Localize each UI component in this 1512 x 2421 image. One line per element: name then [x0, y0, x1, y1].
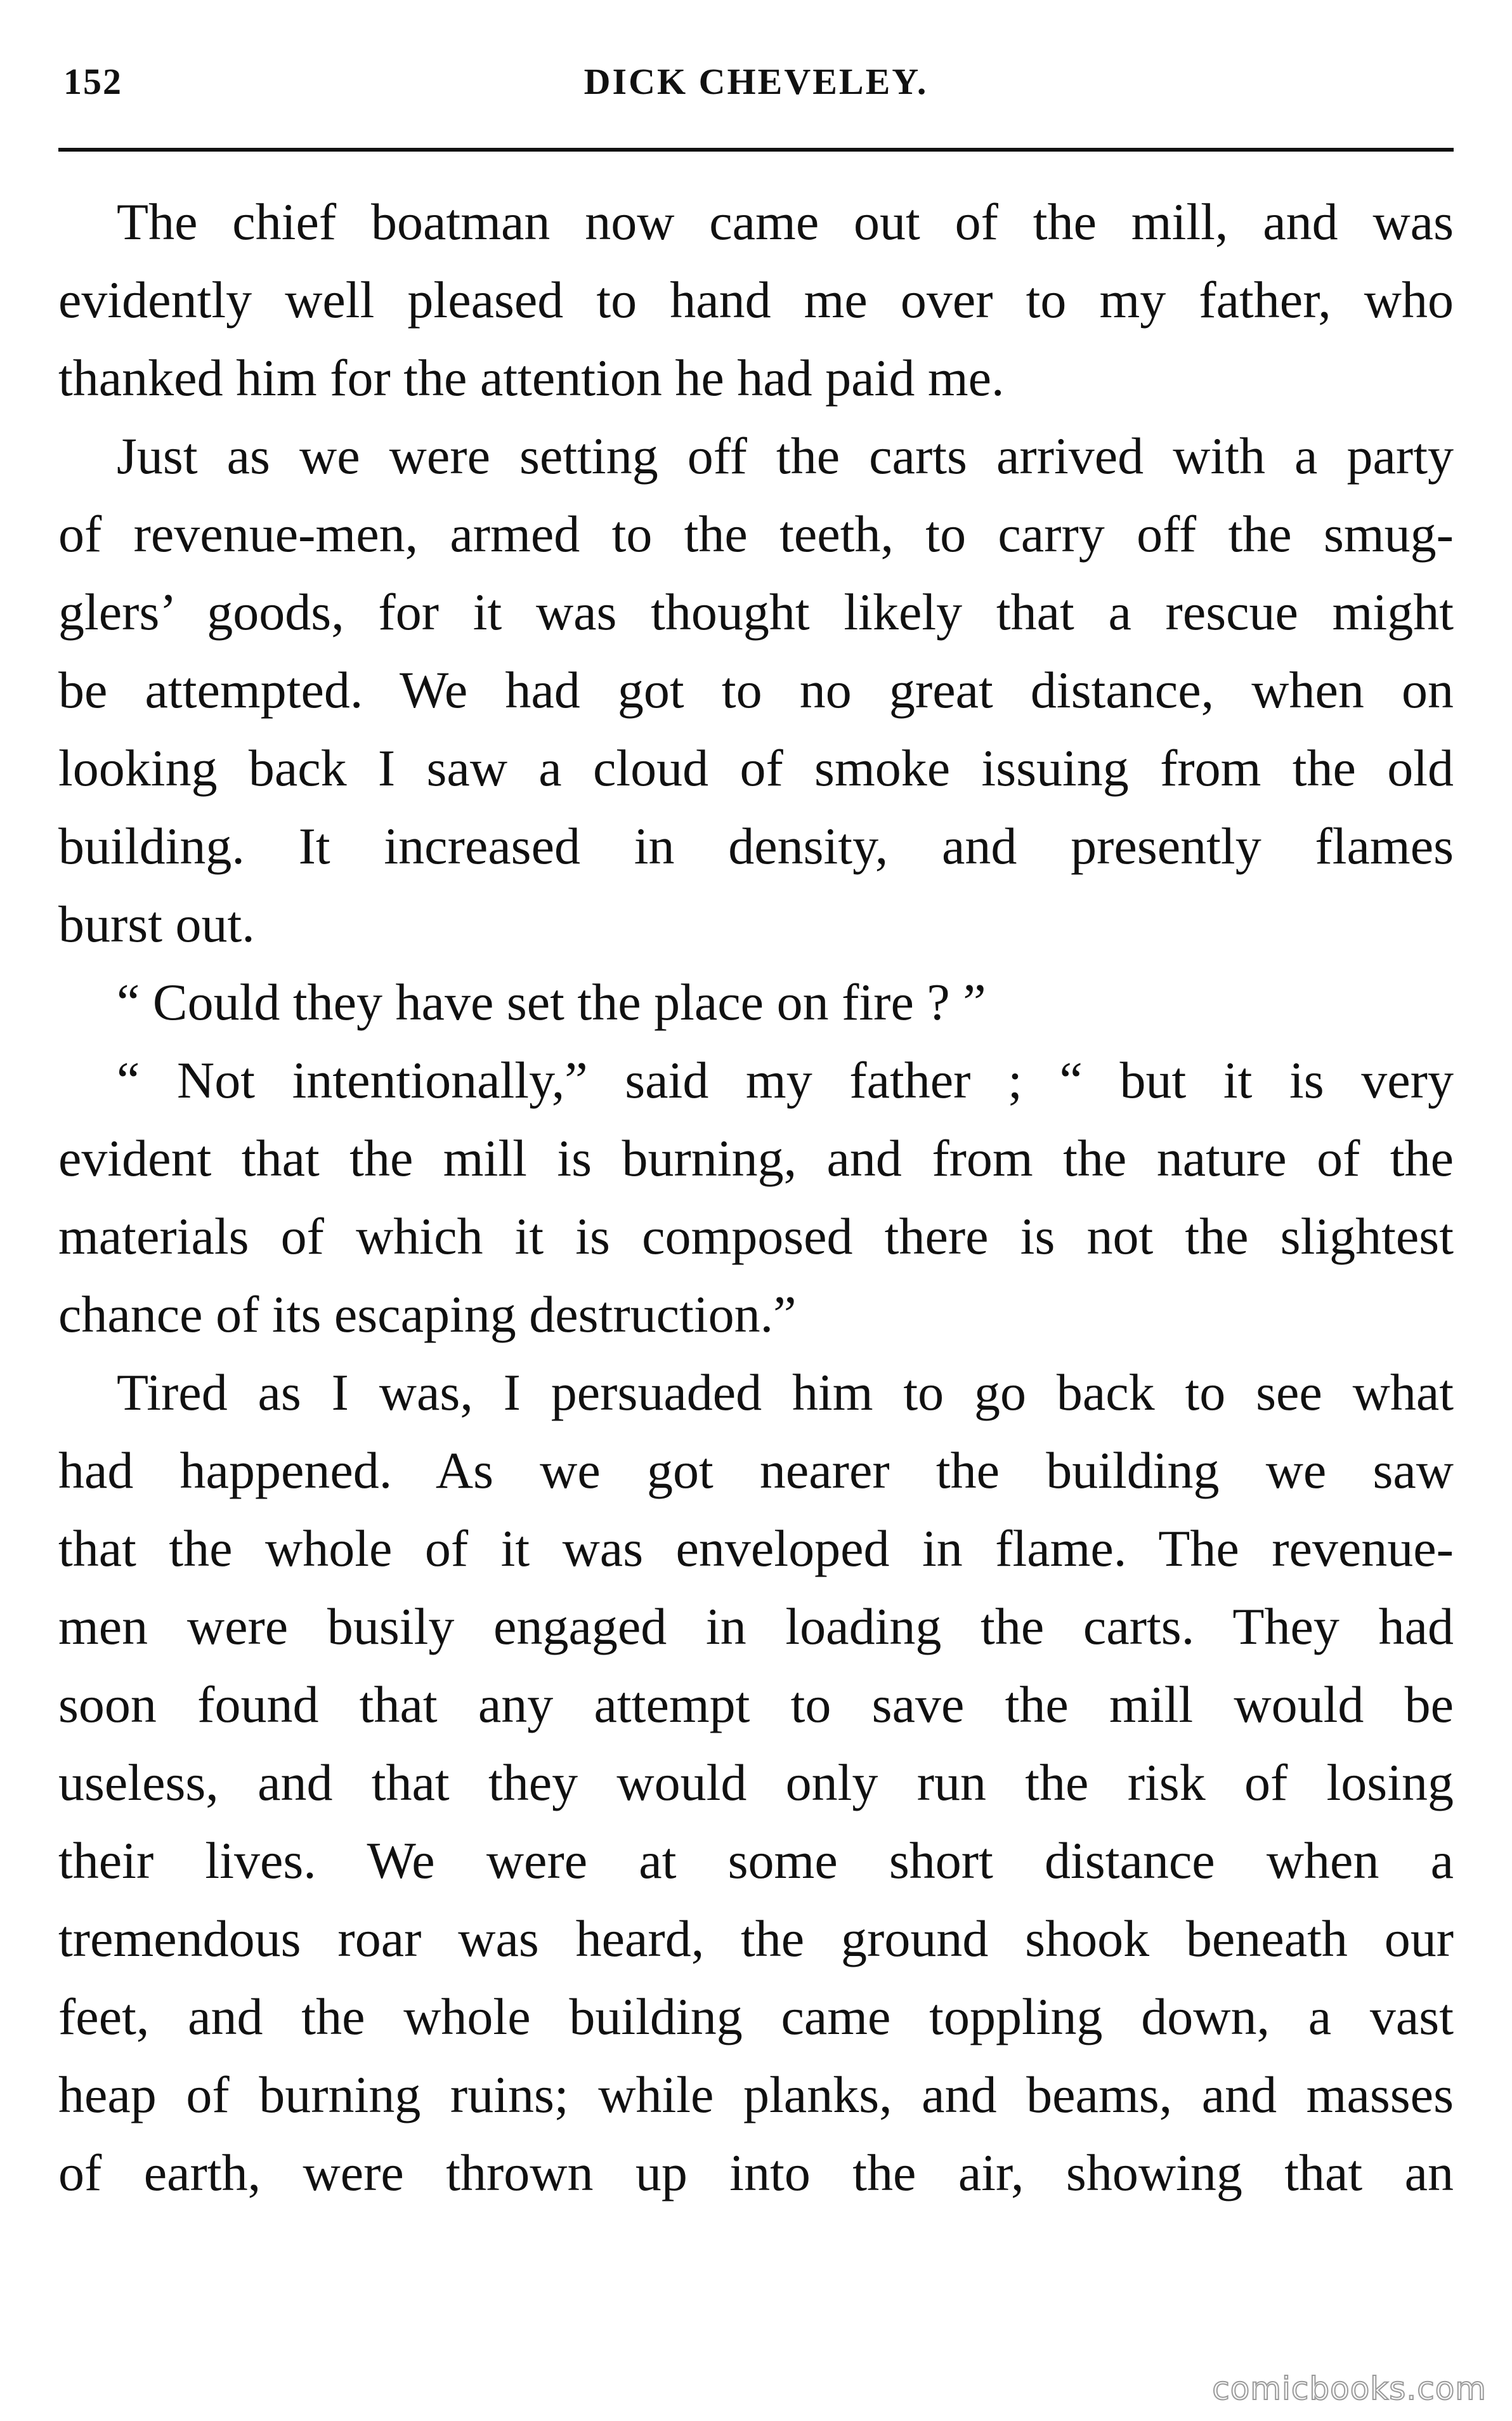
text-line: building. It increased in density, and presently flames — [58, 817, 1454, 875]
running-title: DICK CHEVELEY. — [583, 61, 929, 102]
text-line: of revenue-men, armed to the teeth, to carry off the smug- — [58, 505, 1454, 563]
text-line: glers’ goods, for it was thought likely that a rescue might — [58, 583, 1454, 641]
text-line: be attempted. We had got to no great distance, when on — [58, 661, 1454, 719]
text-line: materials of which it is composed there is not the slightest — [58, 1207, 1454, 1265]
page-number: 152 — [63, 61, 122, 102]
text-line: chance of its escaping destruction.” — [58, 1285, 797, 1343]
text-line: heap of burning ruins; while planks, and beams, and masses — [58, 2066, 1454, 2123]
text-line: Tired as I was, I persuaded him to go back to see what — [117, 1363, 1454, 1421]
text-line: “ Could they have set the place on fire ? ” — [117, 973, 986, 1031]
text-line: soon found that any attempt to save the mill would be — [58, 1676, 1454, 1733]
text-line: their lives. We were at some short distance when a — [58, 1832, 1454, 1889]
text-line: looking back I saw a cloud of smoke issuing from the old — [58, 739, 1454, 797]
text-line: had happened. As we got nearer the building we saw — [58, 1441, 1454, 1499]
text-line: of earth, were thrown up into the air, showing that an — [58, 2144, 1454, 2201]
text-line: useless, and that they would only run the risk of losing — [58, 1754, 1454, 1811]
text-line: tremendous roar was heard, the ground shook beneath our — [58, 1910, 1454, 1967]
text-line: burst out. — [58, 895, 255, 953]
text-line: men were busily engaged in loading the carts. They had — [58, 1598, 1454, 1655]
running-head — [56, 60, 1456, 117]
watermark: comicbooks.com — [1212, 2370, 1487, 2407]
text-line: Just as we were setting off the carts arrived with a party — [117, 427, 1454, 485]
text-line: evident that the mill is burning, and from the nature of the — [58, 1129, 1454, 1187]
text-line: “ Not intentionally,” said my father ; “ but it is very — [117, 1051, 1454, 1109]
text-line: feet, and the whole building came toppling down, a vast — [58, 1988, 1454, 2045]
text-line: The chief boatman now came out of the mill, and was — [117, 193, 1454, 251]
text-line: that the whole of it was enveloped in flame. The revenue- — [58, 1519, 1454, 1577]
text-line: evidently well pleased to hand me over to my father, who — [58, 271, 1454, 329]
text-line: thanked him for the attention he had paid me. — [58, 349, 1005, 407]
header-rule — [58, 148, 1454, 152]
body-text — [58, 183, 1454, 2212]
